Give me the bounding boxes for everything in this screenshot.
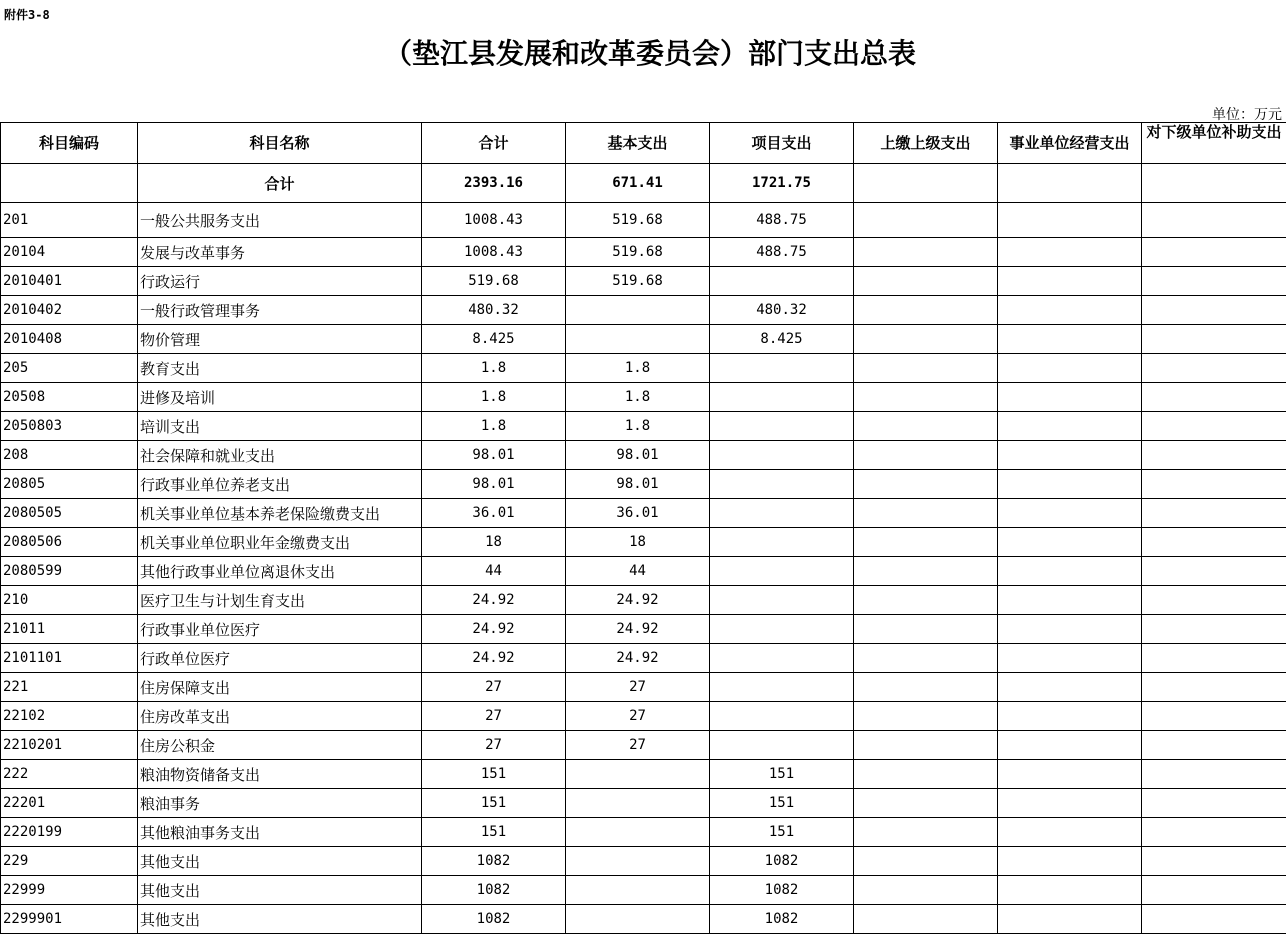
row-code-cell: 205 [1,354,138,383]
row-total-cell: 1008.43 [422,238,566,267]
row-name-cell: 医疗卫生与计划生育支出 [138,586,422,615]
row-subsidy-cell [1142,325,1286,354]
row-total-cell: 24.92 [422,644,566,673]
row-project-cell: 8.425 [710,325,854,354]
table-row [1,499,1286,528]
row-business-cell [998,296,1142,325]
row-name-cell: 机关事业单位基本养老保险缴费支出 [138,499,422,528]
row-upper-cell [854,847,998,876]
row-subsidy-cell [1142,847,1286,876]
row-subsidy-cell [1142,789,1286,818]
row-upper-cell [854,383,998,412]
row-upper-cell [854,412,998,441]
row-business-cell [998,470,1142,499]
row-code-cell: 208 [1,441,138,470]
table-row [1,586,1286,615]
row-project-cell [710,702,854,731]
table-row [1,905,1286,934]
row-name-cell: 行政事业单位养老支出 [138,470,422,499]
row-code-cell: 20104 [1,238,138,267]
row-name-cell: 其他行政事业单位离退休支出 [138,557,422,586]
row-project-cell: 151 [710,789,854,818]
row-basic-cell: 18 [566,528,710,557]
row-basic-cell [566,296,710,325]
row-total-cell: 27 [422,731,566,760]
row-total-cell: 18 [422,528,566,557]
row-name-cell: 物价管理 [138,325,422,354]
table-row [1,557,1286,586]
row-upper-cell [854,470,998,499]
row-business-cell [998,760,1142,789]
table-row [1,673,1286,702]
row-business-cell [998,441,1142,470]
row-basic-cell: 36.01 [566,499,710,528]
row-upper-cell [854,267,998,296]
row-total-cell: 27 [422,702,566,731]
row-code-cell: 2010401 [1,267,138,296]
row-subsidy-cell [1142,557,1286,586]
row-project-cell [710,528,854,557]
row-code-cell: 2080599 [1,557,138,586]
row-name-cell: 发展与改革事务 [138,238,422,267]
row-upper-cell [854,499,998,528]
row-upper-cell [854,354,998,383]
table-row [1,528,1286,557]
total-basic-cell: 671.41 [566,164,710,203]
header-row [1,123,1286,164]
row-project-cell [710,354,854,383]
row-code-cell: 22201 [1,789,138,818]
row-name-cell: 进修及培训 [138,383,422,412]
total-row [1,164,1286,203]
row-project-cell [710,673,854,702]
row-business-cell [998,528,1142,557]
row-code-cell: 22102 [1,702,138,731]
table-row [1,441,1286,470]
row-project-cell [710,499,854,528]
row-upper-cell [854,203,998,238]
row-subsidy-cell [1142,818,1286,847]
row-total-cell: 1082 [422,876,566,905]
row-total-cell: 24.92 [422,586,566,615]
row-name-cell: 其他支出 [138,876,422,905]
header-business: 事业单位经营支出 [998,123,1142,164]
row-business-cell [998,615,1142,644]
row-subsidy-cell [1142,267,1286,296]
page-title: （垫江县发展和改革委员会）部门支出总表 [0,32,1286,72]
header-subsidy: 对下级单位补助支出 [1142,123,1286,164]
row-subsidy-cell [1142,644,1286,673]
row-business-cell [998,412,1142,441]
row-total-cell: 98.01 [422,470,566,499]
row-upper-cell [854,528,998,557]
row-basic-cell: 1.8 [566,383,710,412]
table-row [1,470,1286,499]
row-code-cell: 2010402 [1,296,138,325]
row-code-cell: 222 [1,760,138,789]
row-business-cell [998,383,1142,412]
row-basic-cell: 24.92 [566,615,710,644]
row-business-cell [998,673,1142,702]
row-total-cell: 1.8 [422,383,566,412]
row-code-cell: 2080505 [1,499,138,528]
row-basic-cell: 98.01 [566,441,710,470]
row-code-cell: 210 [1,586,138,615]
table-row [1,412,1286,441]
row-total-cell: 1082 [422,905,566,934]
row-project-cell: 151 [710,818,854,847]
row-basic-cell: 27 [566,673,710,702]
row-business-cell [998,818,1142,847]
row-name-cell: 其他支出 [138,905,422,934]
row-basic-cell: 24.92 [566,586,710,615]
row-business-cell [998,238,1142,267]
row-basic-cell [566,818,710,847]
row-project-cell: 480.32 [710,296,854,325]
row-project-cell: 151 [710,760,854,789]
row-name-cell: 教育支出 [138,354,422,383]
row-name-cell: 粮油物资储备支出 [138,760,422,789]
row-total-cell: 1.8 [422,412,566,441]
table-row [1,383,1286,412]
table-row [1,760,1286,789]
row-business-cell [998,586,1142,615]
row-basic-cell [566,325,710,354]
row-subsidy-cell [1142,905,1286,934]
row-subsidy-cell [1142,354,1286,383]
row-basic-cell [566,789,710,818]
row-business-cell [998,557,1142,586]
row-code-cell: 22999 [1,876,138,905]
row-total-cell: 8.425 [422,325,566,354]
row-total-cell: 519.68 [422,267,566,296]
row-total-cell: 98.01 [422,441,566,470]
header-code: 科目编码 [1,123,138,164]
row-upper-cell [854,296,998,325]
row-business-cell [998,354,1142,383]
row-total-cell: 24.92 [422,615,566,644]
unit-label: 单位：万元 [1212,104,1282,124]
row-subsidy-cell [1142,441,1286,470]
expenditure-table [0,122,1286,934]
row-business-cell [998,267,1142,296]
row-basic-cell: 519.68 [566,238,710,267]
table-row [1,325,1286,354]
row-basic-cell: 98.01 [566,470,710,499]
header-project: 项目支出 [710,123,854,164]
row-basic-cell [566,847,710,876]
row-project-cell [710,383,854,412]
row-total-cell: 1082 [422,847,566,876]
table-row [1,267,1286,296]
row-code-cell: 2101101 [1,644,138,673]
row-subsidy-cell [1142,731,1286,760]
row-subsidy-cell [1142,499,1286,528]
row-subsidy-cell [1142,238,1286,267]
row-subsidy-cell [1142,586,1286,615]
row-business-cell [998,731,1142,760]
row-subsidy-cell [1142,760,1286,789]
row-basic-cell: 519.68 [566,203,710,238]
total-project-cell: 1721.75 [710,164,854,203]
row-total-cell: 36.01 [422,499,566,528]
table-row [1,238,1286,267]
row-business-cell [998,905,1142,934]
row-basic-cell [566,760,710,789]
table-row [1,354,1286,383]
row-project-cell: 1082 [710,905,854,934]
header-name: 科目名称 [138,123,422,164]
total-total-cell: 2393.16 [422,164,566,203]
row-business-cell [998,847,1142,876]
row-name-cell: 住房改革支出 [138,702,422,731]
table-row [1,702,1286,731]
row-project-cell [710,586,854,615]
row-name-cell: 粮油事务 [138,789,422,818]
row-basic-cell: 44 [566,557,710,586]
row-name-cell: 行政单位医疗 [138,644,422,673]
row-project-cell [710,731,854,760]
row-code-cell: 20805 [1,470,138,499]
header-upper: 上缴上级支出 [854,123,998,164]
row-subsidy-cell [1142,615,1286,644]
row-business-cell [998,203,1142,238]
row-business-cell [998,644,1142,673]
row-name-cell: 一般公共服务支出 [138,203,422,238]
total-subsidy-cell [1142,164,1286,203]
row-code-cell: 2210201 [1,731,138,760]
row-total-cell: 151 [422,789,566,818]
table-row [1,847,1286,876]
row-project-cell: 1082 [710,876,854,905]
row-basic-cell: 519.68 [566,267,710,296]
row-project-cell [710,441,854,470]
row-code-cell: 2299901 [1,905,138,934]
row-upper-cell [854,702,998,731]
row-basic-cell: 1.8 [566,354,710,383]
row-upper-cell [854,731,998,760]
row-upper-cell [854,673,998,702]
row-name-cell: 行政运行 [138,267,422,296]
row-upper-cell [854,760,998,789]
row-upper-cell [854,615,998,644]
total-name-cell: 合计 [138,164,422,203]
row-code-cell: 2050803 [1,412,138,441]
row-project-cell: 488.75 [710,203,854,238]
row-code-cell: 20508 [1,383,138,412]
row-name-cell: 社会保障和就业支出 [138,441,422,470]
row-business-cell [998,702,1142,731]
row-subsidy-cell [1142,203,1286,238]
row-project-cell [710,470,854,499]
row-upper-cell [854,325,998,354]
row-name-cell: 培训支出 [138,412,422,441]
row-code-cell: 2220199 [1,818,138,847]
row-total-cell: 151 [422,818,566,847]
row-total-cell: 480.32 [422,296,566,325]
attachment-label: 附件3-8 [4,6,50,23]
row-code-cell: 229 [1,847,138,876]
row-project-cell [710,267,854,296]
table-row [1,789,1286,818]
row-upper-cell [854,586,998,615]
row-upper-cell [854,789,998,818]
row-name-cell: 一般行政管理事务 [138,296,422,325]
row-subsidy-cell [1142,296,1286,325]
row-project-cell [710,412,854,441]
row-basic-cell: 27 [566,731,710,760]
row-total-cell: 27 [422,673,566,702]
row-project-cell [710,615,854,644]
row-basic-cell [566,905,710,934]
row-upper-cell [854,905,998,934]
row-upper-cell [854,876,998,905]
table-row [1,296,1286,325]
header-basic: 基本支出 [566,123,710,164]
row-project-cell: 488.75 [710,238,854,267]
row-total-cell: 1008.43 [422,203,566,238]
table-row [1,203,1286,238]
row-upper-cell [854,238,998,267]
row-code-cell: 2080506 [1,528,138,557]
row-subsidy-cell [1142,702,1286,731]
row-subsidy-cell [1142,470,1286,499]
total-upper-cell [854,164,998,203]
row-upper-cell [854,818,998,847]
header-total: 合计 [422,123,566,164]
row-business-cell [998,876,1142,905]
row-name-cell: 机关事业单位职业年金缴费支出 [138,528,422,557]
row-total-cell: 151 [422,760,566,789]
row-name-cell: 住房公积金 [138,731,422,760]
row-upper-cell [854,441,998,470]
row-subsidy-cell [1142,412,1286,441]
row-code-cell: 21011 [1,615,138,644]
row-business-cell [998,325,1142,354]
row-name-cell: 其他支出 [138,847,422,876]
table-row [1,731,1286,760]
row-business-cell [998,499,1142,528]
row-basic-cell: 1.8 [566,412,710,441]
row-total-cell: 44 [422,557,566,586]
table-row [1,644,1286,673]
row-subsidy-cell [1142,528,1286,557]
row-project-cell [710,557,854,586]
row-name-cell: 住房保障支出 [138,673,422,702]
row-project-cell: 1082 [710,847,854,876]
row-basic-cell: 27 [566,702,710,731]
table-row [1,876,1286,905]
total-business-cell [998,164,1142,203]
row-code-cell: 2010408 [1,325,138,354]
table-row [1,615,1286,644]
row-upper-cell [854,557,998,586]
row-name-cell: 行政事业单位医疗 [138,615,422,644]
row-project-cell [710,644,854,673]
row-basic-cell: 24.92 [566,644,710,673]
total-code-cell [1,164,138,203]
row-code-cell: 201 [1,203,138,238]
row-upper-cell [854,644,998,673]
row-subsidy-cell [1142,383,1286,412]
row-total-cell: 1.8 [422,354,566,383]
row-code-cell: 221 [1,673,138,702]
row-subsidy-cell [1142,876,1286,905]
table-row [1,818,1286,847]
row-subsidy-cell [1142,673,1286,702]
row-basic-cell [566,876,710,905]
row-business-cell [998,789,1142,818]
row-name-cell: 其他粮油事务支出 [138,818,422,847]
